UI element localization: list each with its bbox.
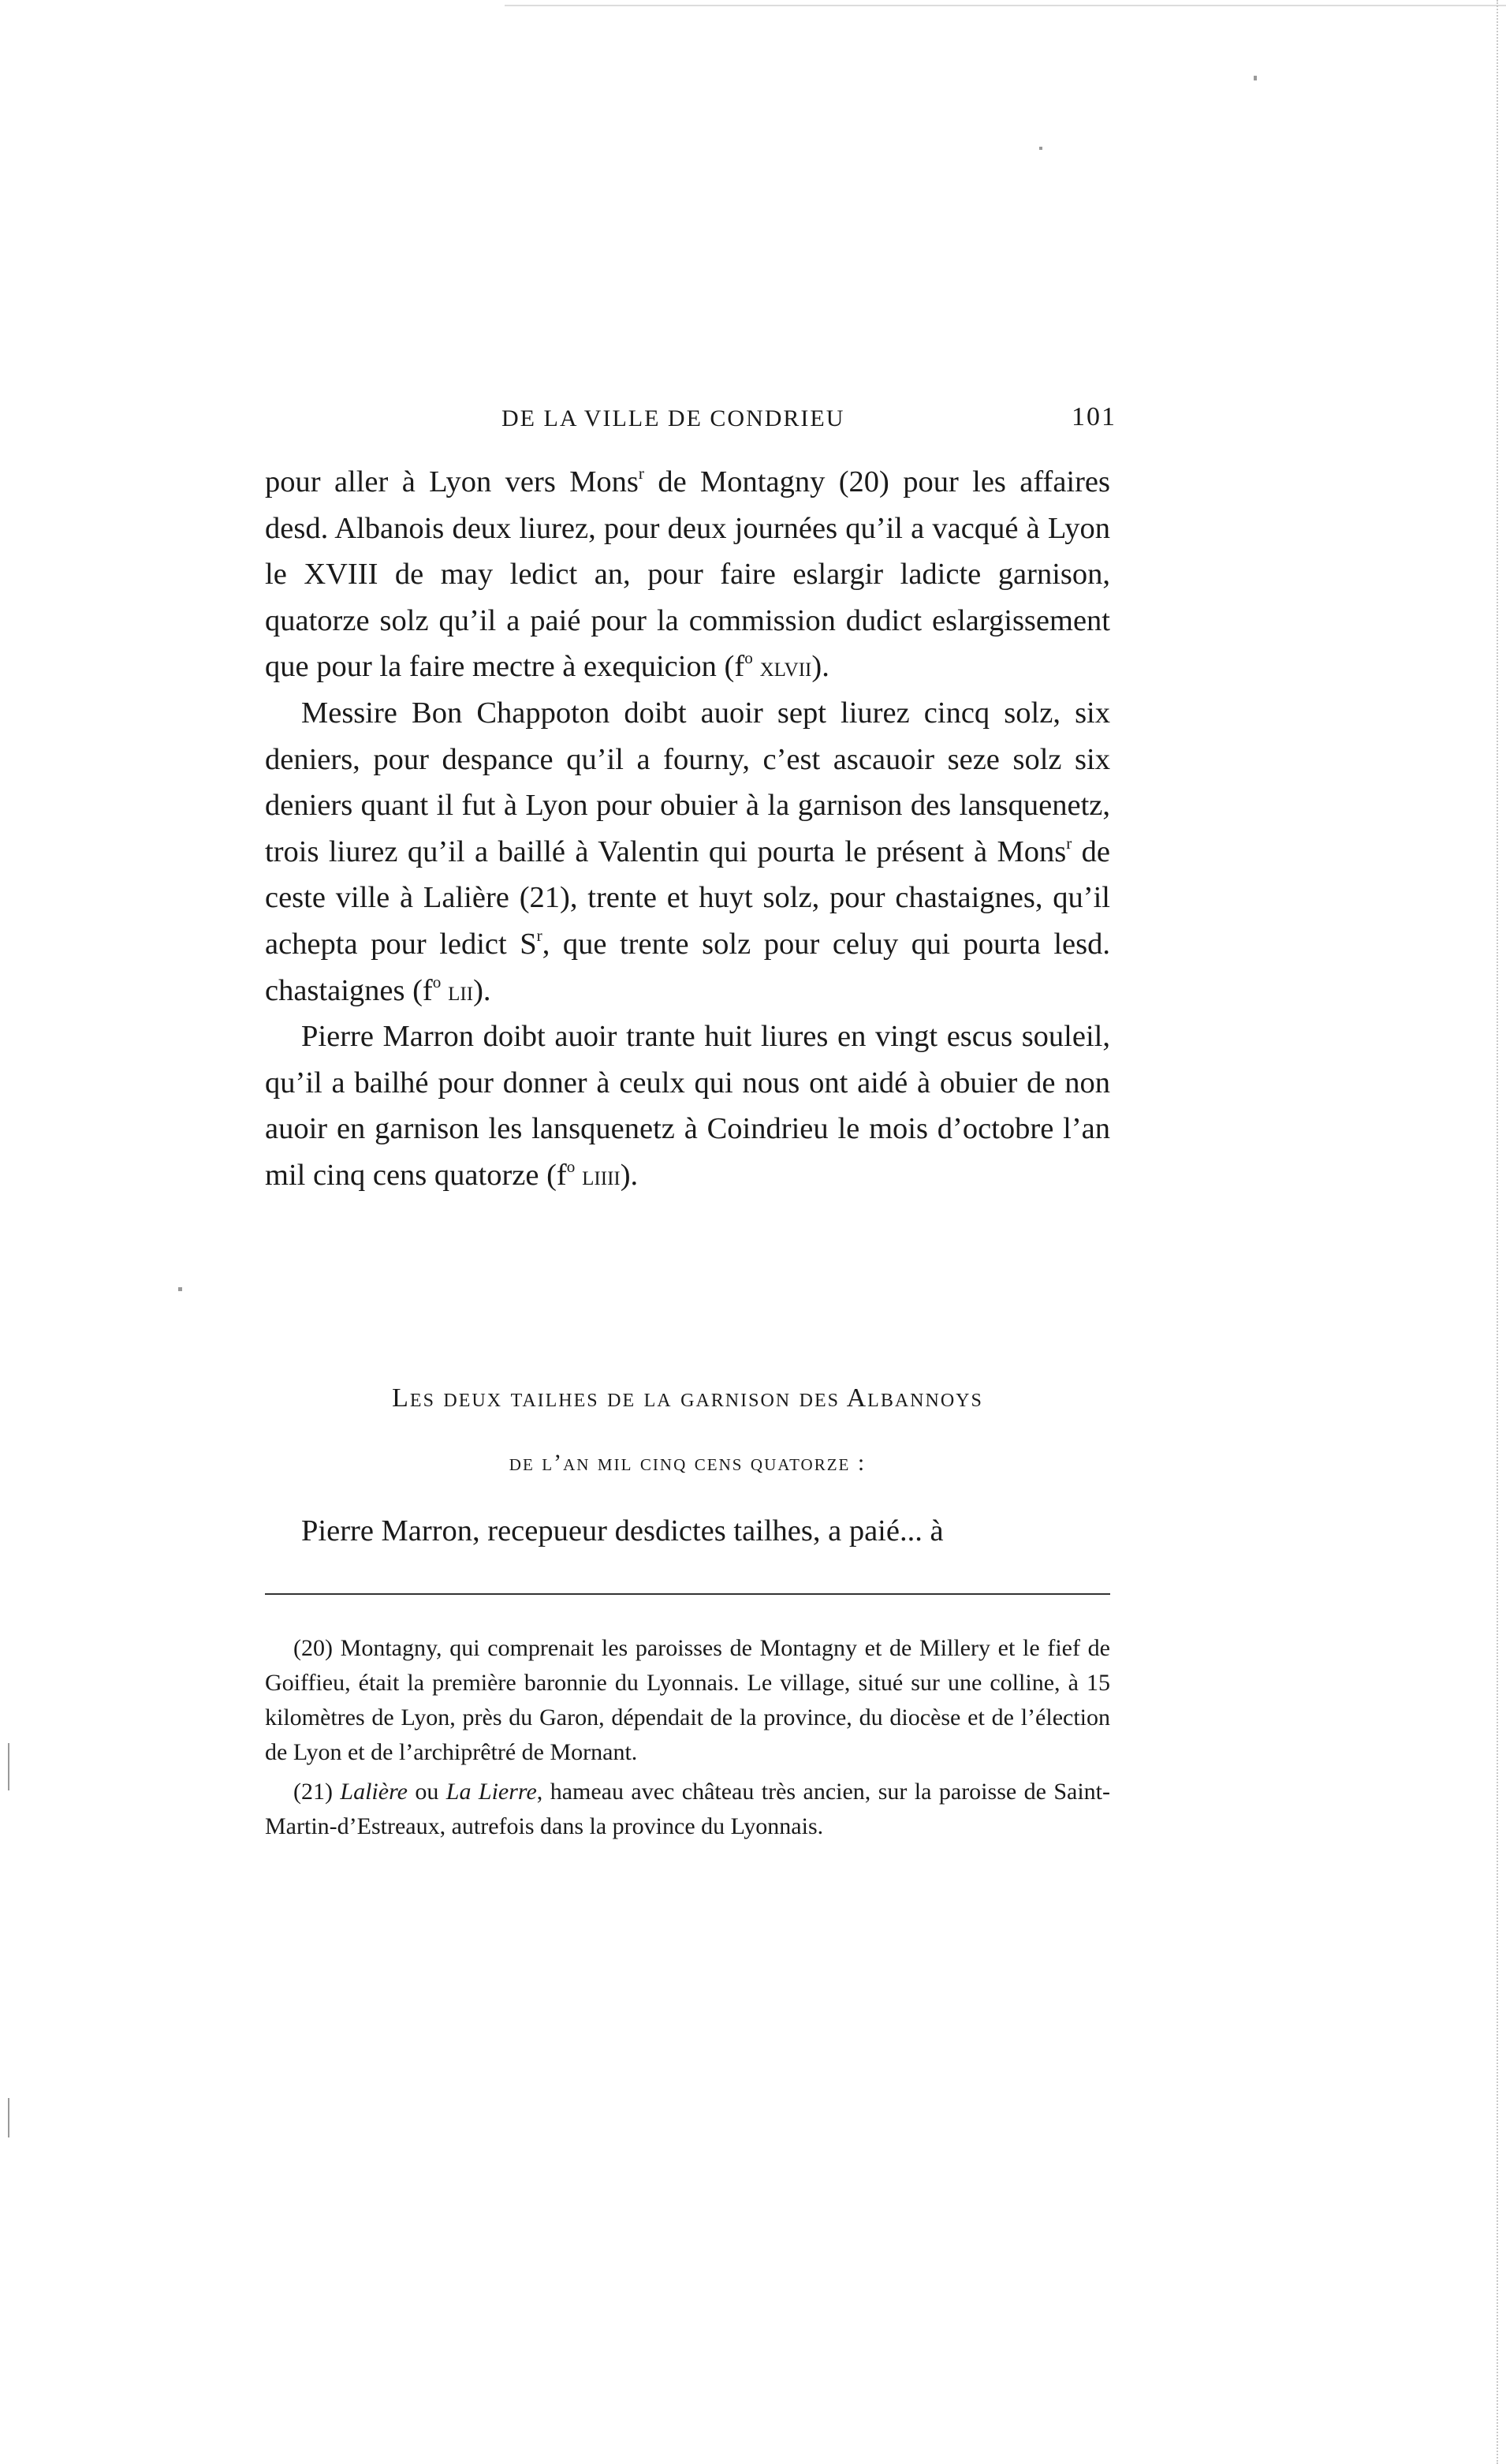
italic-place-name: Lalière <box>340 1779 408 1805</box>
scan-edge-right <box>1497 0 1506 2464</box>
folio-reference: lii <box>441 974 474 1006</box>
paragraph-1 <box>265 459 1110 690</box>
text-run: Messire Bon Chappoton doibt auoir sept liurez cincq solz, six deniers, pour despance qu’il a fourny, c’est ascauoir seze solz six deniers quant il fut à Lyon pour obuier à la garnison des lansquenetz, trois liurez qu’il a baillé à Valentin qui pourta le présent à Mons <box>265 696 1110 868</box>
scan-speck <box>1254 76 1257 80</box>
paragraph-3 <box>265 1014 1110 1198</box>
superscript: r <box>536 926 542 946</box>
text-run: de Montagny (20) pour les affaires desd. Albanois deux liurez, pour deux journées qu’il a vacqué à Lyon le XVIII de may ledict an, pour faire eslargir ladicte garnison, quatorze solz qu’il a paié pour la commission dudict eslargissement que pour la faire mectre à exequicion (f <box>265 465 1110 684</box>
page-number: 101 <box>1072 402 1116 431</box>
scan-speck <box>8 2098 9 2137</box>
superscript: o <box>432 972 442 991</box>
footnote-number: (21) <box>293 1779 341 1805</box>
folio-reference: liiii <box>575 1159 621 1191</box>
scan-speck <box>1039 147 1042 150</box>
body-text <box>265 459 1110 1199</box>
superscript: o <box>566 1157 576 1177</box>
footnote-21 <box>265 1775 1110 1844</box>
section-heading-line-1: Les deux tailhes de la garnison des Albannoys <box>392 1383 983 1413</box>
section-first-line: Pierre Marron, recepueur desdictes tailhes, a paié... à <box>301 1514 944 1547</box>
text-run: de ceste ville à Lalière (21), trente et huyt solz, pour chastaignes, qu’il achepta pour ledict S <box>265 834 1111 961</box>
scan-edge-top <box>505 0 1506 6</box>
text-run: ). <box>620 1158 639 1192</box>
superscript: o <box>744 648 753 668</box>
scan-speck <box>178 1287 182 1291</box>
text-run: ). <box>473 973 491 1007</box>
running-head <box>265 402 1116 440</box>
scan-speck <box>8 1743 9 1790</box>
text-run: , que trente solz pour celuy qui pourta lesd. chastaignes (f <box>265 927 1110 1007</box>
footnote-rule <box>265 1593 1110 1595</box>
superscript: r <box>638 464 644 483</box>
section-heading <box>265 1366 1110 1495</box>
text-run: ). <box>811 650 829 684</box>
footnote-20: (20) Montagny, qui comprenait les paroisses de Montagny et de Millery et le fief de Goiffieu, était la première baronnie du Lyonnais. Le village, situé sur une colline, à 15 kilomètres de Lyon, près du Garon, dépendait de la province, du diocèse et de l’élection de Lyon et de l’archiprêtré de Mornant. <box>265 1635 1110 1765</box>
footnotes <box>265 1631 1110 1849</box>
folio-reference: xlvii <box>752 651 812 683</box>
text-run: pour aller à Lyon vers Mons <box>265 465 639 498</box>
text-run: Pierre Marron doibt auoir trante huit liures en vingt escus souleil, qu’il a bailhé pour donner à ceulx qui nous ont aidé à obuier de non auoir en garnison les lansquenetz à Coindrieu le mois d’octobre l’an mil cinq cens quatorze (f <box>265 1020 1110 1192</box>
italic-place-name: La Lierre <box>445 1779 537 1805</box>
section-heading-line-2: de l’an mil cinq cens quatorze : <box>509 1450 867 1476</box>
text-run: ou <box>407 1779 446 1805</box>
paragraph-2 <box>265 690 1110 1014</box>
running-title: DE LA VILLE DE CONDRIEU <box>501 405 845 431</box>
text-run: , hameau avec château très ancien, sur la paroisse de Saint-Martin-d’Estreaux, autrefois dans la province du Lyonnais. <box>265 1779 1110 1839</box>
superscript: r <box>1066 833 1072 853</box>
